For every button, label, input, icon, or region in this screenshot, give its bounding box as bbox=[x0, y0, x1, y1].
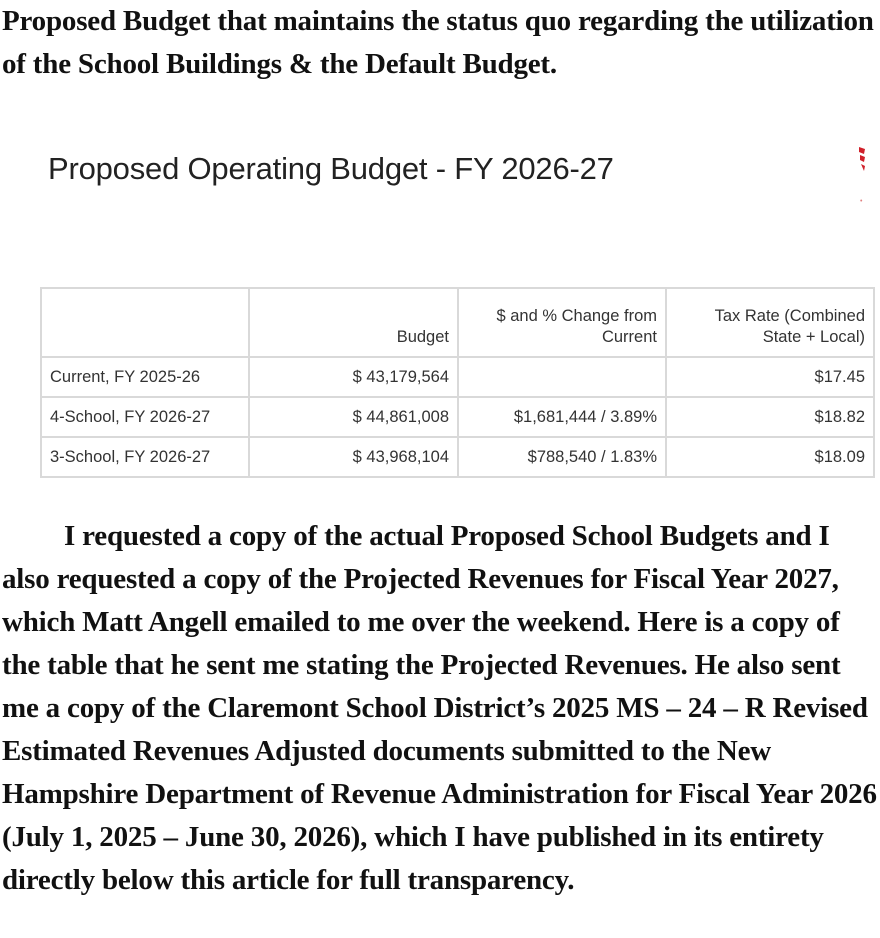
header-cell-tax-rate: Tax Rate (Combined State + Local) bbox=[666, 288, 874, 357]
table-header-row bbox=[41, 288, 874, 357]
slide-title: Proposed Operating Budget - FY 2026-27 bbox=[48, 151, 614, 186]
slide-logo-fragment-icon bbox=[858, 146, 866, 174]
logo-stripes bbox=[859, 147, 865, 171]
header-cell-budget: Budget bbox=[249, 288, 458, 357]
budget-table bbox=[40, 287, 875, 478]
row-label: Current, FY 2025-26 bbox=[41, 357, 249, 397]
row-label: 4-School, FY 2026-27 bbox=[41, 397, 249, 437]
table-row bbox=[41, 357, 874, 397]
row-label: 3-School, FY 2026-27 bbox=[41, 437, 249, 477]
header-cell-label bbox=[41, 288, 249, 357]
intro-text: Proposed Budget that maintains the status quo regarding the utilization of the School Buildings & the Default Budget. bbox=[2, 5, 874, 80]
tax-rate-value: $18.09 bbox=[666, 437, 874, 477]
body-paragraph bbox=[2, 515, 880, 902]
header-cell-change: $ and % Change from Current bbox=[458, 288, 666, 357]
change-value: $788,540 / 1.83% bbox=[458, 437, 666, 477]
slide-logo-dot: • bbox=[860, 198, 863, 205]
table-row bbox=[41, 437, 874, 477]
budget-value: $ 44,861,008 bbox=[249, 397, 458, 437]
table-row bbox=[41, 397, 874, 437]
body-paragraph-text: I requested a copy of the actual Proposed School Budgets and I also requested a copy of the Projected Revenues for Fiscal Year 2027, which Matt Angell emailed to me over the weekend. Here is a copy of the table that he sent me stating the Projected Revenues. He also sent me a copy of the Claremont School District’s 2025 MS – 24 – R Revised Estimated Revenues Adjusted documents submitted to the New Hampshire Department of Revenue Administration for Fiscal Year 2026 (July 1, 2025 – June 30, 2026), which I have published in its entirety directly below this article for full transparency. bbox=[2, 520, 877, 896]
budget-value: $ 43,179,564 bbox=[249, 357, 458, 397]
tax-rate-value: $17.45 bbox=[666, 357, 874, 397]
change-value bbox=[458, 357, 666, 397]
change-value: $1,681,444 / 3.89% bbox=[458, 397, 666, 437]
budget-value: $ 43,968,104 bbox=[249, 437, 458, 477]
tax-rate-value: $18.82 bbox=[666, 397, 874, 437]
